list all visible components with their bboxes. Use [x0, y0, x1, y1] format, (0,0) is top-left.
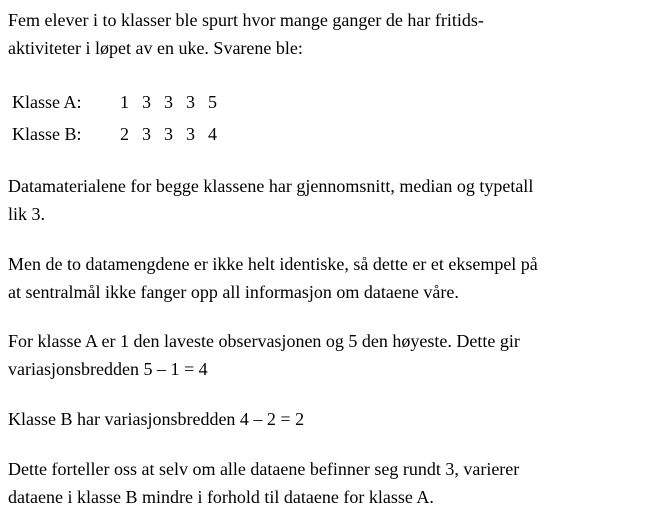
- text-line: Klasse B har variasjonsbredden 4 – 2 = 2: [8, 409, 305, 429]
- paragraph-class-b-range: [8, 405, 640, 433]
- text-line: For klasse A er 1 den laveste observasjonen og 5 den høyeste. Dette gir: [8, 331, 520, 351]
- text-line: dataene i klasse B mindre i forhold til dataene for klasse A.: [8, 487, 434, 507]
- text-line: Fem elever i to klasser ble spurt hvor mange ganger de har fritids-: [8, 10, 484, 30]
- text-line: Dette forteller oss at selv om alle dataene befinner seg rundt 3, varierer: [8, 459, 520, 479]
- paragraph-class-a-range: [8, 327, 640, 383]
- text-line: Men de to datamengdene er ikke helt identiske, så dette er et eksempel på: [8, 254, 538, 274]
- row-values: 2 3 3 3 4: [120, 124, 217, 144]
- text-line: at sentralmål ikke fanger opp all informasjon om dataene våre.: [8, 282, 459, 302]
- text-line: aktiviteter i løpet av en uke. Svarene ble:: [8, 38, 303, 58]
- table-row-klasse-b: [12, 118, 217, 150]
- intro-paragraph: [8, 6, 640, 62]
- paragraph-not-identical: [8, 250, 640, 306]
- text-line: lik 3.: [8, 204, 46, 224]
- row-label: Klasse B:: [12, 124, 82, 144]
- text-line: variasjonsbredden 5 – 1 = 4: [8, 359, 208, 379]
- row-values: 1 3 3 3 5: [120, 92, 217, 112]
- data-table: [12, 86, 217, 150]
- paragraph-conclusion: [8, 455, 640, 511]
- text-line: Datamaterialene for begge klassene har gjennomsnitt, median og typetall: [8, 176, 534, 196]
- paragraph-central-measures: [8, 172, 640, 228]
- row-label: Klasse A:: [12, 92, 82, 112]
- table-row-klasse-a: [12, 86, 217, 118]
